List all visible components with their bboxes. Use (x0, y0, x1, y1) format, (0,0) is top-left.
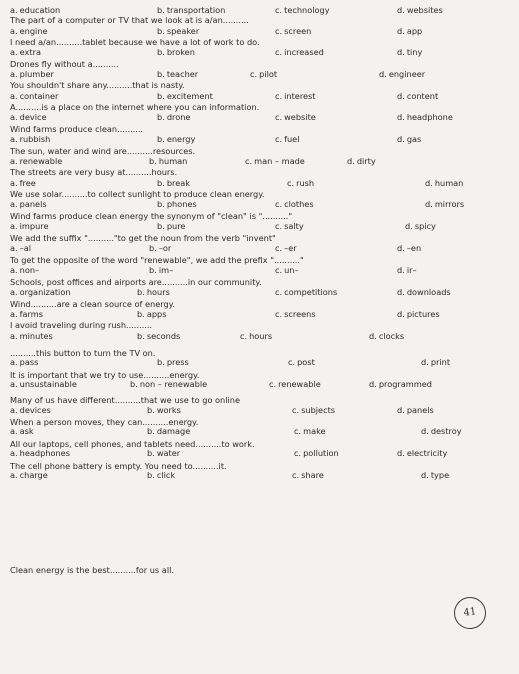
option-letter: a. (10, 91, 18, 101)
option-text: transportation (166, 5, 226, 15)
question-stem: We add the suffix ".........."to get the noun from the verb "invent" (10, 233, 276, 243)
answer-option[interactable] (397, 135, 421, 143)
option-text: type (430, 470, 450, 480)
option-text: man – made (254, 156, 305, 166)
option-text: impure (19, 221, 49, 231)
option-text: clocks (378, 331, 405, 341)
option-text: technology (284, 5, 330, 15)
answer-option[interactable] (379, 70, 425, 78)
option-letter: b. (147, 426, 155, 436)
answer-option[interactable] (10, 266, 39, 274)
answer-option[interactable] (240, 332, 272, 340)
option-letter: a. (10, 112, 18, 122)
option-text: –en (406, 243, 422, 253)
answer-option[interactable] (137, 332, 180, 340)
option-text: pictures (406, 309, 440, 319)
answer-option[interactable] (397, 406, 434, 414)
option-letter: c. (269, 379, 277, 389)
option-letter: a. (10, 178, 18, 188)
answer-option[interactable] (157, 113, 190, 121)
question-stem: Wind farms produce clean energy the synonym of "clean" is ".........." (10, 211, 293, 221)
option-text: –al (19, 243, 32, 253)
answer-option[interactable] (397, 310, 440, 318)
answer-option[interactable] (275, 266, 299, 274)
option-text: human (434, 178, 464, 188)
option-text: websites (406, 5, 443, 15)
answer-option[interactable] (369, 332, 404, 340)
option-letter: d. (397, 112, 405, 122)
option-letter: d. (347, 156, 355, 166)
answer-option[interactable] (157, 6, 225, 14)
option-letter: d. (397, 91, 405, 101)
option-letter: d. (369, 379, 377, 389)
option-text: ask (19, 426, 34, 436)
option-text: hours (249, 331, 273, 341)
option-letter: d. (425, 178, 433, 188)
answer-option[interactable] (10, 70, 54, 78)
option-text: press (166, 357, 189, 367)
answer-option[interactable] (275, 222, 304, 230)
option-letter: c. (275, 265, 283, 275)
answer-option[interactable] (292, 471, 324, 479)
option-text: devices (19, 405, 51, 415)
answer-option[interactable] (149, 157, 187, 165)
option-letter: b. (157, 69, 165, 79)
option-text: works (156, 405, 181, 415)
question-stem: You shouldn't share any..........that is nasty. (10, 80, 185, 90)
option-letter: d. (397, 405, 405, 415)
question-stem: We use solar..........to collect sunlight to produce clean energy. (10, 189, 265, 199)
option-letter: d. (397, 243, 405, 253)
answer-option[interactable] (275, 288, 337, 296)
option-text: minutes (19, 331, 53, 341)
option-letter: c. (288, 357, 296, 367)
answer-option[interactable] (275, 48, 324, 56)
option-letter: b. (147, 470, 155, 480)
option-text: pilot (259, 69, 278, 79)
answer-option[interactable] (149, 266, 173, 274)
option-text: pass (19, 357, 39, 367)
option-text: share (301, 470, 324, 480)
option-text: –er (284, 243, 297, 253)
option-letter: c. (245, 156, 253, 166)
answer-option[interactable] (157, 179, 190, 187)
option-letter: b. (149, 243, 157, 253)
option-text: device (19, 112, 47, 122)
question-stem: Drones fly without a.......... (10, 59, 119, 69)
answer-option[interactable] (294, 449, 339, 457)
answer-option[interactable] (10, 471, 48, 479)
option-letter: b. (157, 26, 165, 36)
answer-option[interactable] (10, 449, 70, 457)
option-letter: a. (10, 47, 18, 57)
question-stem: Many of us have different..........that we use to go online (10, 395, 241, 405)
answer-option[interactable] (10, 48, 41, 56)
answer-option[interactable] (147, 427, 190, 435)
page-number-stamp: 41 (452, 595, 488, 631)
option-letter: b. (157, 178, 165, 188)
answer-option[interactable] (10, 27, 48, 35)
answer-option[interactable] (421, 427, 462, 435)
option-letter: d. (369, 331, 377, 341)
option-letter: a. (10, 199, 18, 209)
question-stem: Schools, post offices and airports are..........in our community. (10, 277, 262, 287)
option-text: website (284, 112, 316, 122)
answer-option[interactable] (10, 332, 53, 340)
option-text: container (19, 91, 59, 101)
answer-option[interactable] (157, 222, 185, 230)
option-letter: b. (149, 265, 157, 275)
option-text: hours (146, 287, 170, 297)
answer-option[interactable] (287, 179, 314, 187)
option-letter: b. (157, 134, 165, 144)
option-letter: c. (275, 221, 283, 231)
option-letter: c. (294, 448, 302, 458)
option-text: destroy (430, 426, 462, 436)
answer-option[interactable] (397, 288, 451, 296)
answer-option[interactable] (347, 157, 376, 165)
question-stem: To get the opposite of the word "renewable", we add the prefix ".........." (10, 255, 304, 265)
option-letter: a. (10, 26, 18, 36)
answer-option[interactable] (250, 70, 277, 78)
answer-option[interactable] (397, 113, 453, 121)
answer-option[interactable] (130, 380, 207, 388)
answer-option[interactable] (10, 113, 47, 121)
answer-option[interactable] (421, 471, 449, 479)
option-letter: d. (397, 309, 405, 319)
answer-option[interactable] (245, 157, 305, 165)
option-letter: c. (275, 134, 283, 144)
answer-option[interactable] (397, 27, 422, 35)
option-letter: c. (275, 26, 283, 36)
option-letter: b. (157, 91, 165, 101)
question-stem: When a person moves, they can..........energy. (10, 417, 199, 427)
answer-option[interactable] (147, 471, 175, 479)
option-text: water (156, 448, 181, 458)
question-stem: Wind farms produce clean.......... (10, 124, 144, 134)
answer-option[interactable] (157, 70, 198, 78)
option-letter: a. (10, 221, 18, 231)
option-text: pollution (303, 448, 339, 458)
answer-option[interactable] (147, 406, 181, 414)
question-stem: All our laptops, cell phones, and tablets need..........to work. (10, 439, 255, 449)
option-letter: d. (405, 221, 413, 231)
option-letter: c. (275, 199, 283, 209)
option-text: apps (146, 309, 167, 319)
option-text: subjects (301, 405, 336, 415)
question-stem: The streets are very busy at..........hours. (10, 167, 178, 177)
option-text: ir– (406, 265, 417, 275)
option-letter: a. (10, 426, 18, 436)
option-text: print (430, 357, 451, 367)
answer-option[interactable] (157, 92, 213, 100)
answer-option[interactable] (369, 380, 432, 388)
option-letter: c. (292, 470, 300, 480)
option-text: dirty (356, 156, 376, 166)
answer-option[interactable] (149, 244, 171, 252)
option-text: app (406, 26, 423, 36)
option-text: make (303, 426, 326, 436)
answer-option[interactable] (425, 179, 463, 187)
option-text: click (156, 470, 176, 480)
option-letter: c. (275, 287, 283, 297)
option-text: downloads (406, 287, 451, 297)
option-text: electricity (406, 448, 448, 458)
option-letter: a. (10, 331, 18, 341)
answer-option[interactable] (157, 135, 195, 143)
option-letter: b. (157, 47, 165, 57)
answer-option[interactable] (397, 449, 447, 457)
option-text: drone (166, 112, 191, 122)
answer-option[interactable] (397, 48, 422, 56)
answer-option[interactable] (10, 406, 51, 414)
option-text: interest (284, 91, 316, 101)
option-text: unsustainable (19, 379, 77, 389)
question-stem: Wind..........are a clean source of energy. (10, 299, 175, 309)
option-letter: b. (157, 112, 165, 122)
option-text: speaker (166, 26, 200, 36)
option-text: engine (19, 26, 48, 36)
option-letter: a. (10, 69, 18, 79)
option-text: engineer (388, 69, 426, 79)
answer-option[interactable] (10, 380, 77, 388)
answer-option[interactable] (294, 427, 326, 435)
answer-option[interactable] (397, 244, 421, 252)
option-letter: c. (287, 178, 295, 188)
option-text: increased (284, 47, 324, 57)
answer-option[interactable] (397, 266, 417, 274)
answer-option[interactable] (421, 358, 450, 366)
option-letter: c. (240, 331, 248, 341)
option-letter: a. (10, 405, 18, 415)
option-text: content (406, 91, 439, 101)
answer-option[interactable] (292, 406, 335, 414)
answer-option[interactable] (397, 6, 443, 14)
question-stem: The cell phone battery is empty. You need to..........it. (10, 461, 227, 471)
question-stem: I avoid traveling during rush.......... (10, 320, 153, 330)
option-text: broken (166, 47, 195, 57)
question-stem: ..........this button to turn the TV on. (10, 348, 156, 358)
option-text: un– (284, 265, 299, 275)
option-text: post (297, 357, 315, 367)
option-letter: b. (157, 5, 165, 15)
option-text: spicy (414, 221, 436, 231)
option-text: charge (19, 470, 48, 480)
option-letter: c. (275, 5, 283, 15)
option-text: excitement (166, 91, 213, 101)
answer-option[interactable] (269, 380, 321, 388)
option-letter: a. (10, 309, 18, 319)
option-text: competitions (284, 287, 338, 297)
option-text: energy (166, 134, 196, 144)
option-text: teacher (166, 69, 199, 79)
option-letter: d. (421, 470, 429, 480)
option-letter: a. (10, 265, 18, 275)
answer-option[interactable] (275, 113, 316, 121)
answer-option[interactable] (275, 135, 300, 143)
option-letter: d. (421, 357, 429, 367)
option-letter: b. (147, 405, 155, 415)
option-text: tiny (406, 47, 423, 57)
option-text: non– (19, 265, 40, 275)
option-letter: c. (292, 405, 300, 415)
option-text: education (19, 5, 61, 15)
option-text: damage (156, 426, 191, 436)
option-letter: c. (250, 69, 258, 79)
option-text: rubbish (19, 134, 51, 144)
option-letter: a. (10, 5, 18, 15)
option-letter: b. (157, 357, 165, 367)
option-letter: a. (10, 134, 18, 144)
answer-option[interactable] (288, 358, 315, 366)
option-text: farms (19, 309, 43, 319)
option-text: phones (166, 199, 197, 209)
option-letter: b. (137, 287, 145, 297)
answer-option[interactable] (425, 200, 464, 208)
answer-option[interactable] (137, 310, 167, 318)
option-text: screen (284, 26, 312, 36)
answer-option[interactable] (10, 427, 34, 435)
answer-option[interactable] (157, 358, 189, 366)
answer-option[interactable] (137, 288, 170, 296)
option-letter: b. (137, 309, 145, 319)
answer-option[interactable] (397, 92, 438, 100)
answer-option[interactable] (10, 288, 71, 296)
option-text: clothes (284, 199, 314, 209)
answer-option[interactable] (275, 310, 316, 318)
option-letter: b. (157, 199, 165, 209)
answer-option[interactable] (10, 179, 36, 187)
option-letter: d. (397, 26, 405, 36)
answer-option[interactable] (405, 222, 436, 230)
option-text: plumber (19, 69, 54, 79)
option-text: break (166, 178, 190, 188)
answer-option[interactable] (157, 48, 195, 56)
option-text: renewable (278, 379, 321, 389)
question-stem: The part of a computer or TV that we look at is a/an.......... (10, 15, 249, 25)
option-letter: a. (10, 357, 18, 367)
option-letter: c. (294, 426, 302, 436)
option-text: screens (284, 309, 316, 319)
option-letter: b. (157, 221, 165, 231)
option-letter: a. (10, 243, 18, 253)
option-text: non – renewable (139, 379, 208, 389)
option-letter: d. (379, 69, 387, 79)
question-stem: It is important that we try to use..........energy. (10, 370, 200, 380)
option-text: gas (406, 134, 422, 144)
option-letter: c. (275, 243, 283, 253)
option-text: renewable (19, 156, 63, 166)
question-stem: Clean energy is the best..........for us all. (10, 565, 174, 575)
option-letter: d. (397, 134, 405, 144)
option-text: pure (166, 221, 186, 231)
answer-option[interactable] (10, 6, 60, 14)
option-letter: d. (397, 448, 405, 458)
option-letter: d. (397, 287, 405, 297)
option-text: human (158, 156, 188, 166)
option-letter: c. (275, 309, 283, 319)
option-text: fuel (284, 134, 300, 144)
question-stem: The sun, water and wind are..........resources. (10, 146, 196, 156)
option-text: headphone (406, 112, 453, 122)
option-letter: c. (275, 112, 283, 122)
option-text: seconds (146, 331, 181, 341)
option-text: –or (158, 243, 172, 253)
option-text: mirrors (434, 199, 465, 209)
option-letter: d. (397, 47, 405, 57)
answer-option[interactable] (275, 92, 316, 100)
option-letter: a. (10, 156, 18, 166)
answer-option[interactable] (10, 200, 47, 208)
answer-option[interactable] (275, 27, 311, 35)
answer-option[interactable] (10, 157, 62, 165)
answer-option[interactable] (10, 244, 31, 252)
option-letter: b. (147, 448, 155, 458)
option-letter: d. (421, 426, 429, 436)
option-text: extra (19, 47, 41, 57)
option-letter: a. (10, 470, 18, 480)
option-text: panels (406, 405, 434, 415)
answer-option[interactable] (10, 310, 43, 318)
option-letter: b. (130, 379, 138, 389)
option-letter: a. (10, 448, 18, 458)
answer-option[interactable] (275, 200, 314, 208)
option-letter: d. (397, 5, 405, 15)
answer-option[interactable] (275, 6, 330, 14)
answer-option[interactable] (275, 244, 297, 252)
option-text: panels (19, 199, 47, 209)
option-letter: d. (397, 265, 405, 275)
answer-option[interactable] (10, 92, 58, 100)
option-letter: a. (10, 287, 18, 297)
answer-option[interactable] (157, 200, 197, 208)
option-letter: c. (275, 91, 283, 101)
option-text: im– (158, 265, 174, 275)
answer-option[interactable] (157, 27, 199, 35)
option-text: rush (296, 178, 315, 188)
option-letter: c. (275, 47, 283, 57)
option-text: salty (284, 221, 304, 231)
option-letter: b. (137, 331, 145, 341)
option-text: organization (19, 287, 71, 297)
option-letter: b. (149, 156, 157, 166)
option-letter: a. (10, 379, 18, 389)
option-text: free (19, 178, 36, 188)
question-stem: I need a/an..........tablet because we have a lot of work to do. (10, 37, 260, 47)
answer-option[interactable] (10, 135, 50, 143)
option-letter: d. (425, 199, 433, 209)
option-text: programmed (378, 379, 432, 389)
answer-option[interactable] (10, 358, 38, 366)
answer-option[interactable] (147, 449, 180, 457)
question-stem: A..........is a place on the internet where you can information. (10, 102, 260, 112)
answer-option[interactable] (10, 222, 49, 230)
option-text: headphones (19, 448, 70, 458)
